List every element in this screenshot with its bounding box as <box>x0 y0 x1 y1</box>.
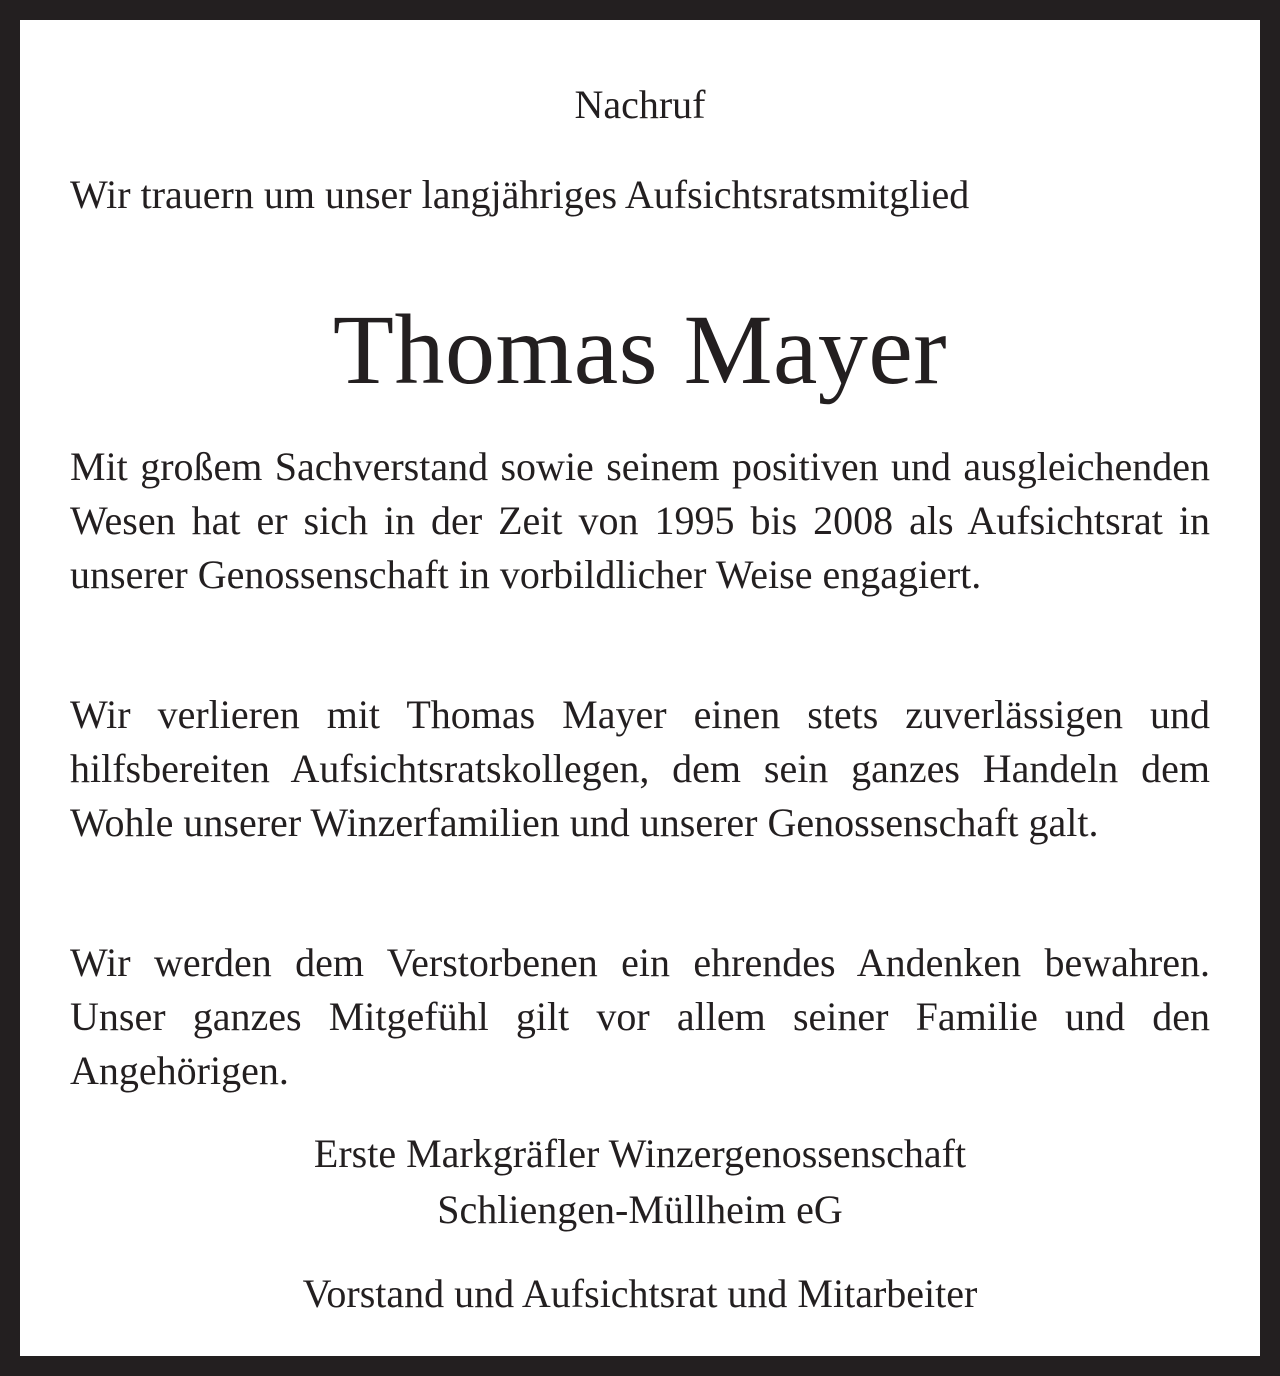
paragraph-tribute: Mit großem Sachverstand sowie seinem positiven und ausgleichenden Wesen hat er sich in der Zeit von 1995 bis 2008 als Aufsichtsrat in unserer Genossenschaft in vorbildlicher Weise engagiert. <box>70 444 1210 597</box>
intro-line: Wir trauern um unser langjähriges Aufsichtsratsmitglied <box>70 172 970 217</box>
paragraph-condolence: Wir werden dem Verstorbenen ein ehrendes Andenken bewahren. Unser ganzes Mitgefühl gilt vor allem seiner Familie und den Angehörigen. <box>70 940 1210 1093</box>
organization-name <box>70 1126 1210 1238</box>
organization-name-line1: Erste Markgräfler Winzergenossenschaft <box>313 1131 967 1176</box>
signatories: Vorstand und Aufsichtsrat und Mitarbeiter <box>302 1271 978 1316</box>
paragraph-loss: Wir verlieren mit Thomas Mayer einen stets zuverlässigen und hilfsbereiten Aufsichtsratskollegen, dem sein ganzes Handeln dem Wohle unserer Winzerfamilien und unserer Genossenschaft galt. <box>70 692 1210 845</box>
notice-heading: Nachruf <box>574 82 706 127</box>
organization-name-line2: Schliengen-Müllheim eG <box>437 1187 843 1232</box>
deceased-name: Thomas Mayer <box>332 294 948 405</box>
